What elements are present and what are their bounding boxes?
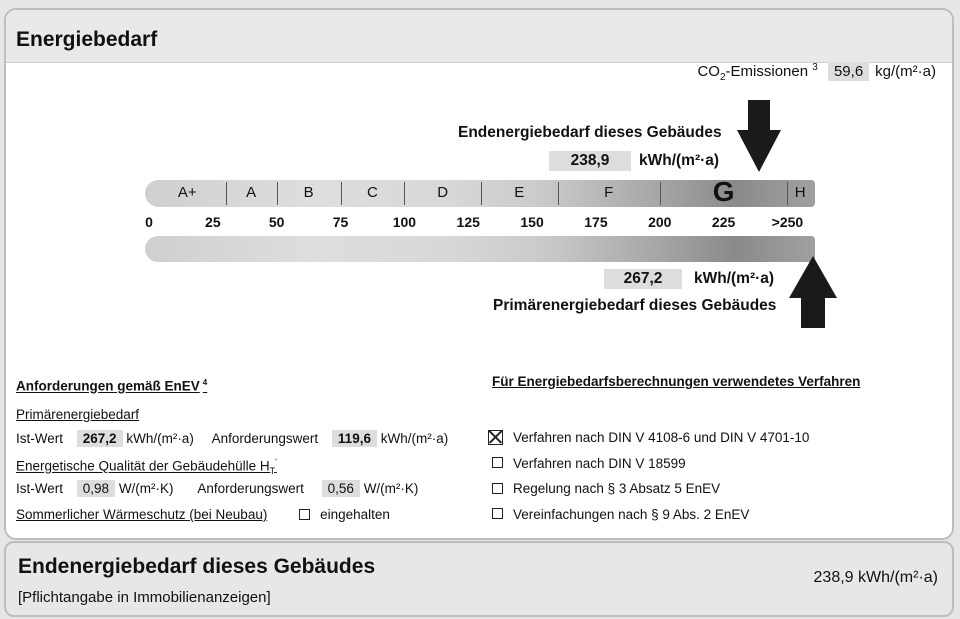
scale-class-b: B (303, 184, 314, 201)
scale-class-d: D (437, 184, 449, 201)
co2-emissions (697, 62, 936, 83)
scale-tick-label: 125 (456, 214, 480, 230)
huelle-anf-unit: W/(m²·K) (363, 481, 419, 496)
huelle-ist-value: 0,98 (77, 480, 115, 497)
huelle-title-sup: ' (275, 457, 277, 467)
checked-box-icon (488, 430, 503, 445)
scale-class-divider (787, 182, 788, 205)
huelle-anf-value: 0,56 (322, 480, 360, 497)
scale-class-c: C (367, 184, 378, 201)
verfahren-option-label: Regelung nach § 3 Absatz 5 EnEV (513, 481, 721, 496)
scale-class-e: E (514, 184, 525, 201)
primaer-ist-label: Ist-Wert (16, 431, 63, 446)
scale-tick-label: >250 (771, 214, 804, 230)
anforderungen-title (16, 378, 207, 394)
scale-tick-label: 50 (268, 214, 285, 230)
primaerenergie-label: Primärenergiebedarf dieses Gebäudes (493, 297, 777, 314)
primaerenergie-arrow-icon (789, 256, 837, 328)
energy-scale-bar-lower (145, 236, 815, 262)
huelle-title-sub: T (269, 466, 276, 477)
anforderungen-footnote: 4 (202, 378, 208, 387)
primaer-section-title: Primärenergiebedarf (16, 407, 140, 422)
primaer-row (16, 430, 448, 447)
checkbox-icon (492, 483, 503, 494)
anforderungen-title-text: Anforderungen gemäß EnEV (16, 378, 200, 394)
primaerenergie-value: 267,2 (604, 269, 682, 289)
scale-tick-label: 200 (648, 214, 672, 230)
summary-value: 238,9 kWh/(m²·a) (813, 569, 938, 586)
verfahren-option[interactable] (492, 507, 749, 522)
huelle-title-text: Energetische Qualität der Gebäudehülle H (16, 458, 270, 474)
sommer-title: Sommerlicher Wärmeschutz (bei Neubau) (16, 507, 268, 522)
scale-tick-label: 25 (205, 214, 221, 230)
co2-unit: kg/(m²·a) (875, 63, 936, 80)
verfahren-option-label: Verfahren nach DIN V 4108-6 und DIN V 4701-10 (513, 430, 810, 445)
verfahren-option[interactable] (492, 481, 720, 496)
co2-label-suffix: -Emissionen (725, 63, 809, 80)
verfahren-option-label: Vereinfachungen nach § 9 Abs. 2 EnEV (513, 506, 750, 522)
checkbox-icon (492, 508, 503, 519)
checkbox-icon (492, 457, 503, 468)
scale-class-divider (558, 182, 559, 205)
co2-value: 59,6 (828, 62, 869, 81)
scale-class-divider (404, 182, 405, 205)
scale-tick-label: 175 (584, 214, 608, 230)
scale-tick-label: 75 (332, 214, 349, 230)
scale-tick-label: 225 (711, 214, 736, 230)
scale-tick-label: 150 (520, 214, 544, 230)
scale-class-h: H (794, 184, 806, 201)
huelle-ist-label: Ist-Wert (16, 481, 63, 496)
endenergie-arrow-icon (737, 100, 781, 172)
huelle-row (16, 480, 418, 497)
co2-label-sub: 2 (719, 72, 726, 83)
summary-title: Endenergiebedarf dieses Gebäudes (18, 555, 376, 578)
summary-subtitle: [Pflichtangabe in Immobilienanzeigen] (18, 589, 271, 606)
huelle-anf-label: Anforderungswert (197, 481, 304, 496)
scale-class-g: G (712, 176, 735, 207)
panel-title: Energiebedarf (16, 28, 158, 51)
scale-tick-label: 0 (145, 214, 153, 230)
checkbox-icon (299, 509, 310, 520)
sommer-checkbox[interactable] (299, 507, 390, 522)
endenergie-unit: kWh/(m²·a) (639, 152, 720, 169)
verfahren-option[interactable] (488, 430, 809, 446)
energiebedarf-panel (4, 8, 954, 540)
huelle-section-title (16, 457, 277, 476)
scale-class-divider (341, 182, 342, 205)
summary-panel (4, 541, 954, 617)
primaer-anf-value: 119,6 (332, 430, 377, 447)
primaer-anf-label: Anforderungswert (211, 431, 319, 446)
sommer-checkbox-label: eingehalten (320, 507, 390, 522)
co2-label-prefix: CO (697, 63, 720, 80)
primaer-ist-value: 267,2 (77, 430, 123, 447)
scale-class-divider (660, 182, 661, 205)
sommer-row (16, 507, 390, 522)
verfahren-title: Für Energiebedarfsberechnungen verwendetes Verfahren (492, 374, 861, 389)
endenergie-value: 238,9 (549, 151, 631, 171)
verfahren-option-label: Verfahren nach DIN V 18599 (513, 455, 686, 471)
scale-class-a-plus: A+ (177, 184, 197, 201)
panel-header (6, 10, 952, 63)
primaer-ist-unit: kWh/(m²·a) (126, 431, 194, 446)
huelle-ist-unit: W/(m²·K) (118, 481, 174, 496)
co2-footnote: 3 (812, 62, 818, 73)
endenergie-label: Endenergiebedarf dieses Gebäudes (458, 124, 722, 141)
scale-class-divider (226, 182, 227, 205)
scale-class-a: A (246, 184, 257, 201)
primaerenergie-unit: kWh/(m²·a) (694, 270, 775, 287)
verfahren-option[interactable] (492, 456, 686, 471)
scale-tick-label: 100 (392, 214, 417, 230)
scale-class-divider (277, 182, 278, 205)
scale-class-f: F (604, 184, 614, 201)
scale-class-divider (481, 182, 482, 205)
primaer-anf-unit: kWh/(m²·a) (380, 431, 449, 446)
